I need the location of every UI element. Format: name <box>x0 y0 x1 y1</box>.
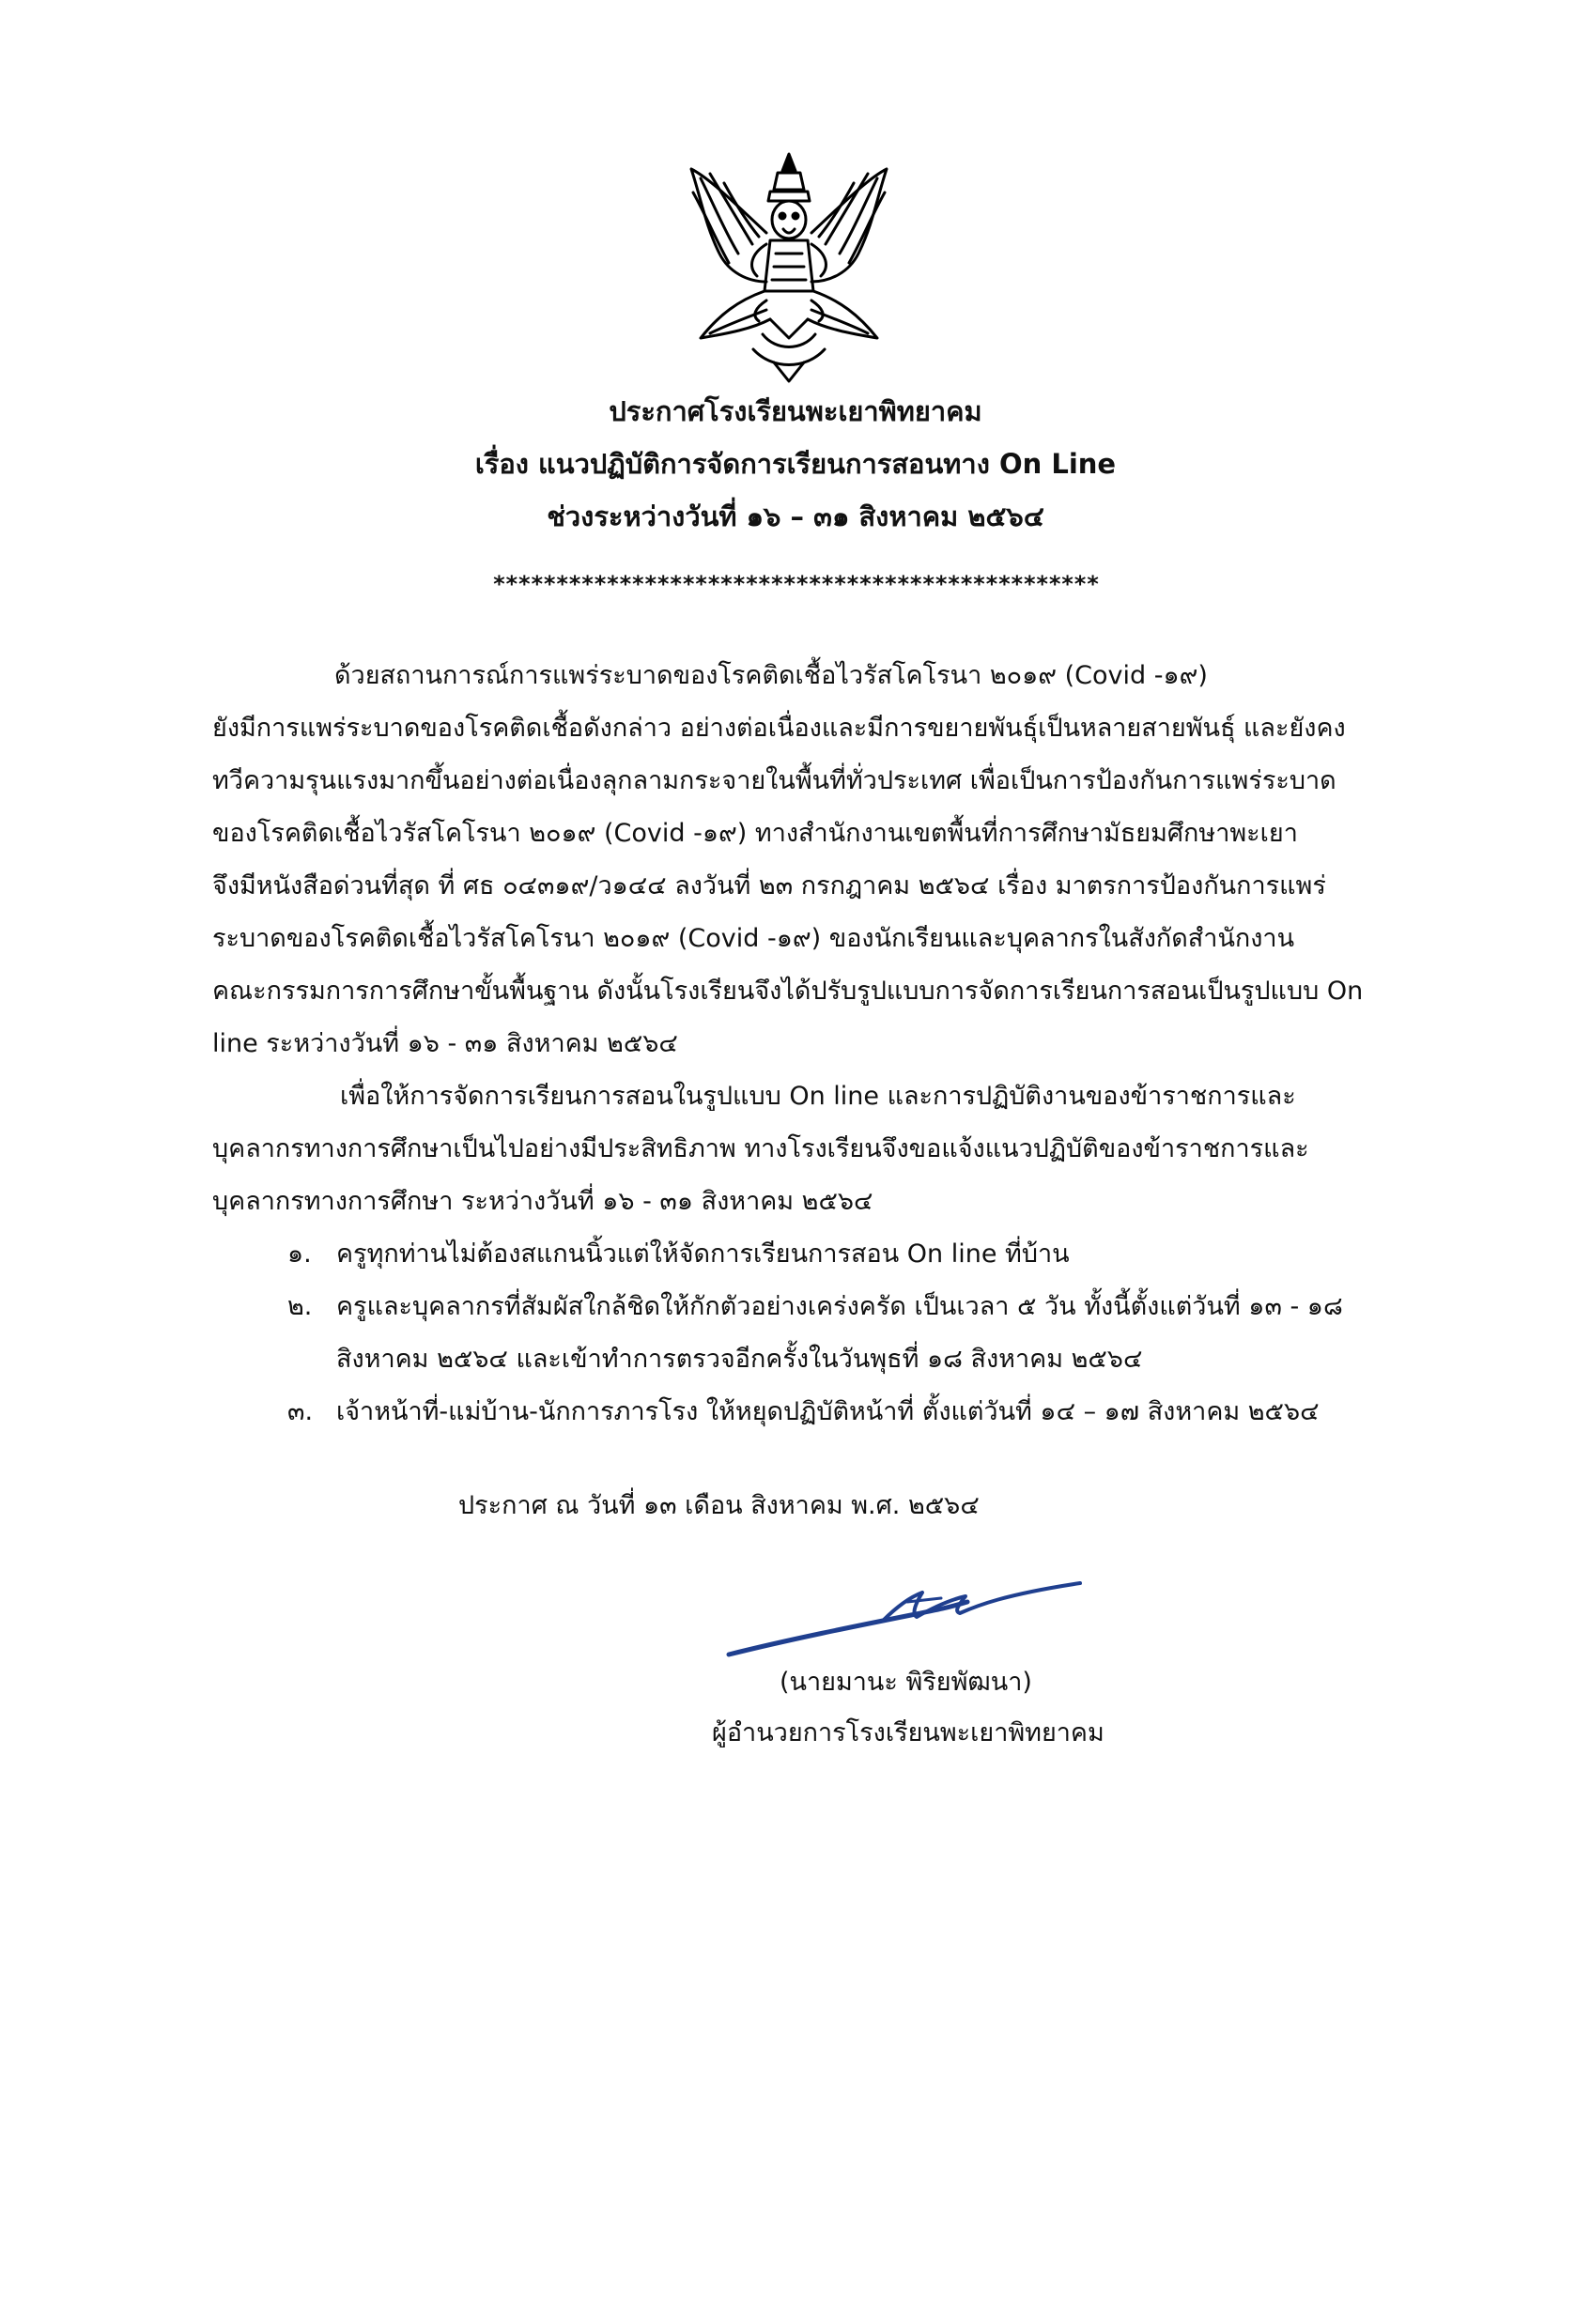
item-number: ๓. <box>287 1397 314 1426</box>
para1-line: คณะกรรมการการศึกษาขั้นพื้นฐาน ดังนั้นโรงเรียนจึงได้ปรับรูปแบบการจัดการเรียนการสอนเป็นรูปแบบ On <box>212 977 1364 1006</box>
item-text: สิงหาคม ๒๕๖๔ และเข้าทำการตรวจอีกครั้งในวันพุธที่ ๑๘ สิงหาคม ๒๕๖๔ <box>336 1345 1143 1374</box>
para1-line: ทวีความรุนแรงมากขึ้นอย่างต่อเนื่องลุกลามกระจายในพื้นที่ทั่วประเทศ เพื่อเป็นการป้องกันการแพร่ระบาด <box>212 766 1336 795</box>
para2-line: เพื่อให้การจัดการเรียนการสอนในรูปแบบ On line และการปฏิบัติงานของข้าราชการและ <box>340 1082 1296 1111</box>
item-number: ๑. <box>287 1239 312 1269</box>
item-text: ครูทุกท่านไม่ต้องสแกนนิ้วแต่ให้จัดการเรียนการสอน On line ที่บ้าน <box>336 1239 1070 1269</box>
announcement-date: ประกาศ ณ วันที่ ๑๓ เดือน สิงหาคม พ.ศ. ๒๕๖๔ <box>458 1491 980 1520</box>
item-number: ๒. <box>287 1292 313 1321</box>
para2-line: บุคลากรทางการศึกษา ระหว่างวันที่ ๑๖ - ๓๑ สิงหาคม ๒๕๖๔ <box>212 1187 873 1216</box>
separator-line: ************************************************ <box>492 571 1099 597</box>
para1-line: line ระหว่างวันที่ ๑๖ - ๓๑ สิงหาคม ๒๕๖๔ <box>212 1029 678 1058</box>
garuda-emblem <box>672 150 905 385</box>
signatory-name: (นายมานะ พิริยพัฒนา) <box>780 1668 1032 1697</box>
para1-line: จึงมีหนังสือด่วนที่สุด ที่ ศธ ๐๔๓๑๙/ว๑๔๔ ลงวันที่ ๒๓ กรกฎาคม ๒๕๖๔ เรื่อง มาตรการป้องกันการแพร่ <box>212 871 1326 900</box>
announcement-title: ประกาศโรงเรียนพะเยาพิทยาคม <box>609 395 982 427</box>
para1-line: ของโรคติดเชื้อไวรัสโคโรนา ๒๐๑๙ (Covid -๑๙) ทางสำนักงานเขตพื้นที่การศึกษามัธยมศึกษาพะเยา <box>212 819 1298 848</box>
signatory-position: ผู้อำนวยการโรงเรียนพะเยาพิทยาคม <box>712 1718 1104 1747</box>
signature-image <box>723 1574 1089 1658</box>
announcement-subject: เรื่อง แนวปฏิบัติการจัดการเรียนการสอนทาง On Line <box>474 448 1117 480</box>
para2-line: บุคลากรทางการศึกษาเป็นไปอย่างมีประสิทธิภาพ ทางโรงเรียนจึงขอแจ้งแนวปฏิบัติของข้าราชการและ <box>212 1134 1309 1163</box>
para1-line: ระบาดของโรคติดเชื้อไวรัสโคโรนา ๒๐๑๙ (Covid -๑๙) ของนักเรียนและบุคลากรในสังกัดสำนักงาน <box>212 924 1295 953</box>
item-text: ครูและบุคลากรที่สัมผัสใกล้ชิดให้กักตัวอย่างเคร่งครัด เป็นเวลา ๕ วัน ทั้งนี้ตั้งแต่วันที่ ๑๓ - ๑๘ <box>336 1292 1343 1321</box>
para1-line: ยังมีการแพร่ระบาดของโรคติดเชื้อดังกล่าว อย่างต่อเนื่องและมีการขยายพันธุ์เป็นหลายสายพันธุ์ และยังคง <box>212 714 1346 743</box>
announcement-period: ช่วงระหว่างวันที่ ๑๖ – ๓๑ สิงหาคม ๒๕๖๔ <box>547 500 1044 532</box>
para1-line: ด้วยสถานการณ์การแพร่ระบาดของโรคติดเชื้อไวรัสโคโรนา ๒๐๑๙ (Covid -๑๙) <box>334 661 1208 690</box>
item-text: เจ้าหน้าที่-แม่บ้าน-นักการภารโรง ให้หยุดปฏิบัติหน้าที่ ตั้งแต่วันที่ ๑๔ – ๑๗ สิงหาคม ๒๕๖๔ <box>336 1397 1320 1426</box>
